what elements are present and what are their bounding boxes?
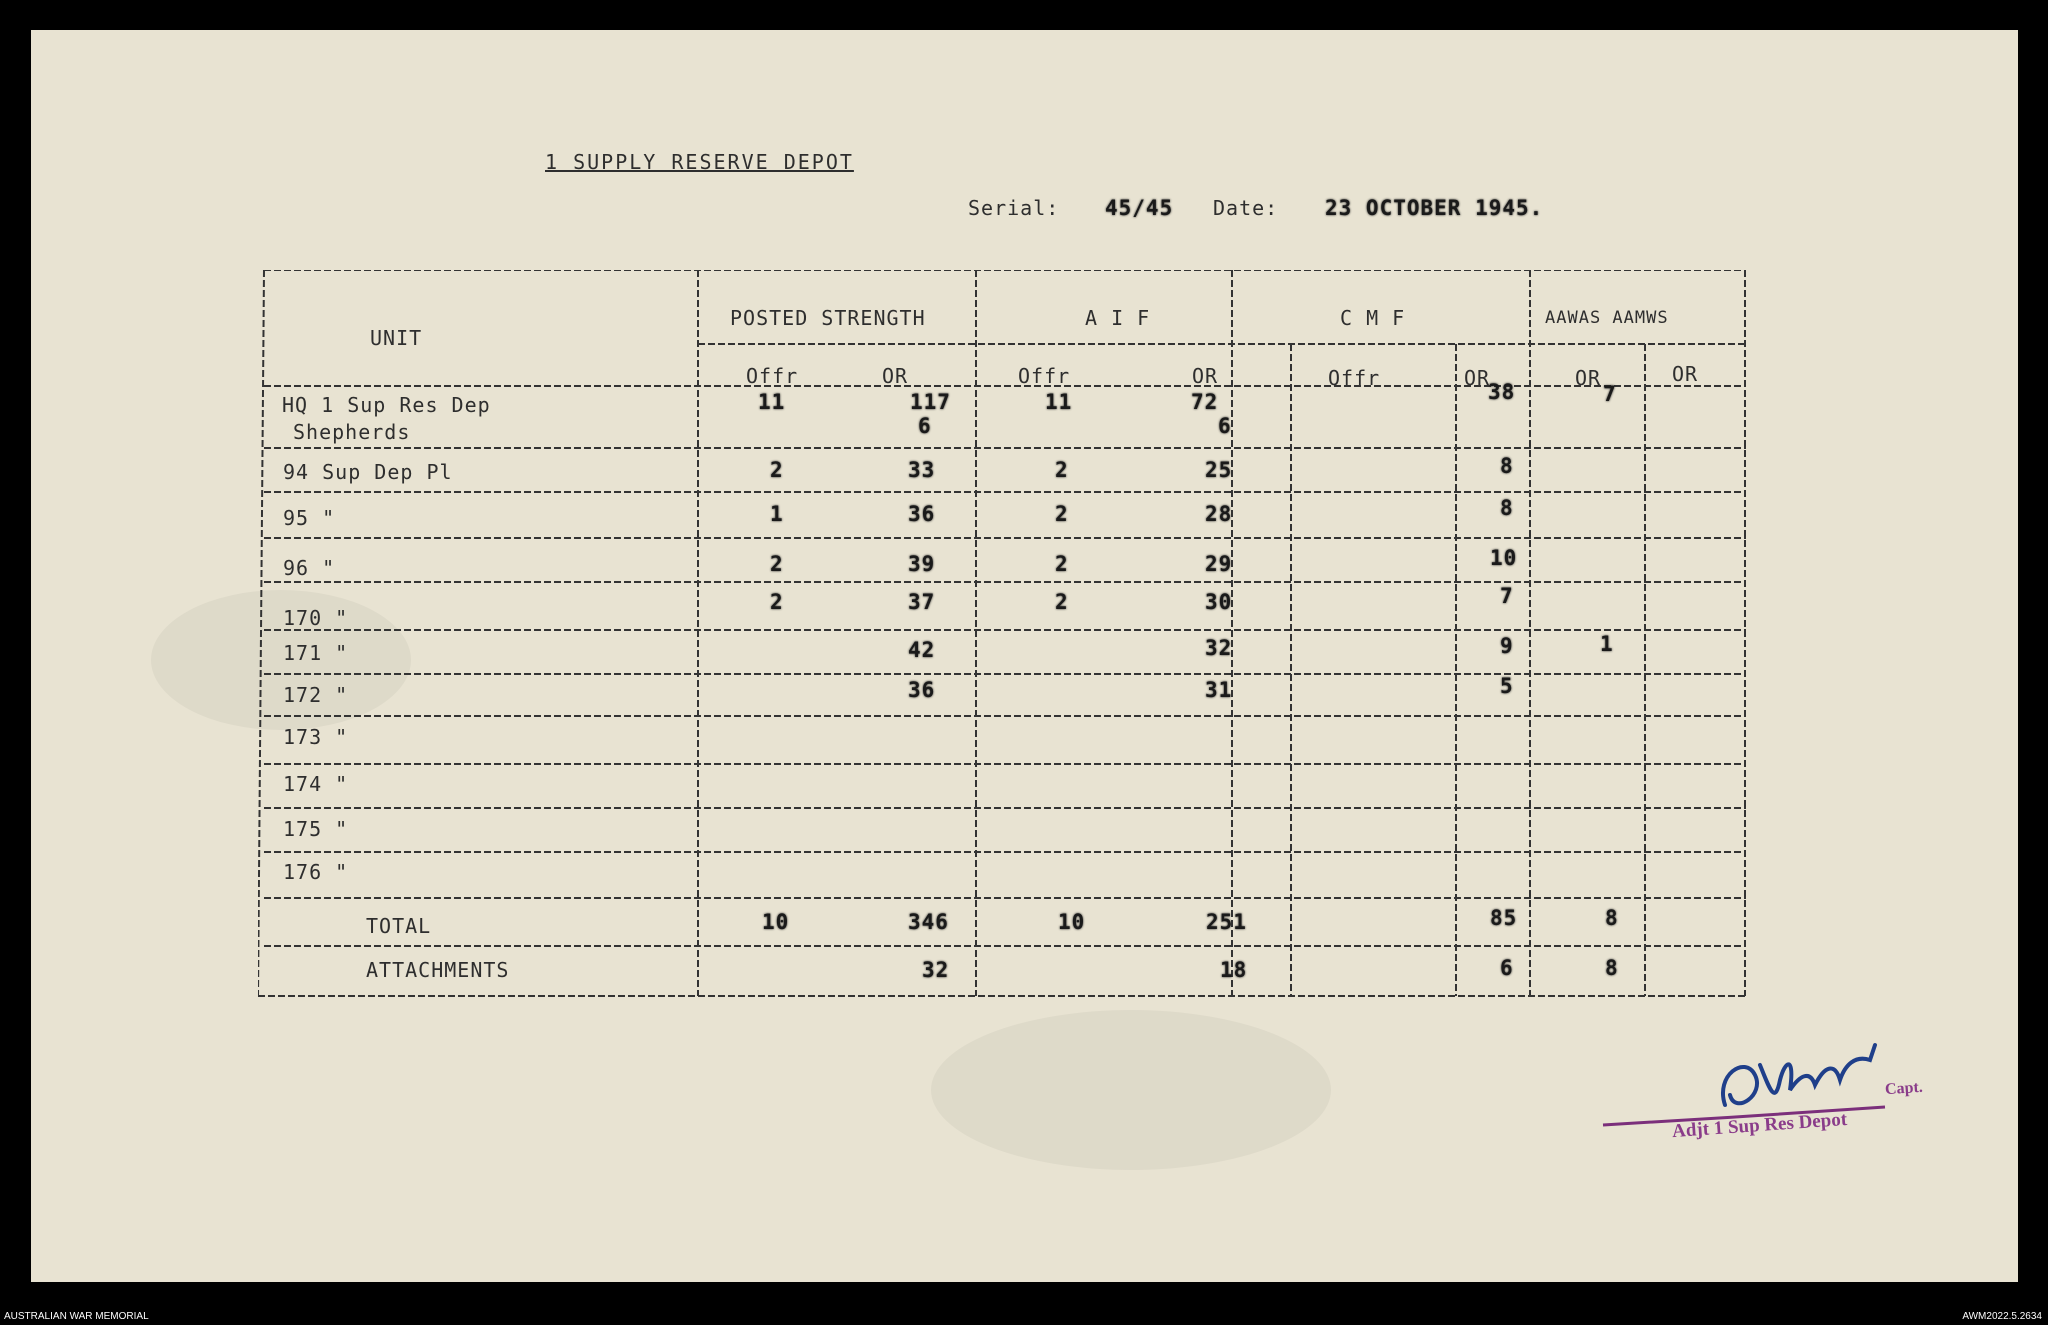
cell-aawas-or: 1 bbox=[1600, 632, 1614, 656]
header-posted-strength: POSTED STRENGTH bbox=[730, 306, 926, 330]
cell-cmf-or: 5 bbox=[1500, 674, 1514, 698]
adjutant-stamp: Adjt 1 Sup Res Depot bbox=[1671, 1108, 1848, 1143]
cell-aif-or: 30 bbox=[1205, 590, 1233, 614]
cell-cmf-or: 38 bbox=[1488, 380, 1516, 404]
cell-cmf-or: 10 bbox=[1490, 546, 1518, 570]
row-unit: 174 " bbox=[283, 772, 349, 796]
row-unit: 95 " bbox=[283, 506, 336, 530]
row-unit: 170 " bbox=[283, 606, 349, 630]
cell-ps-or: 36 bbox=[908, 502, 936, 526]
strength-table bbox=[258, 270, 1746, 998]
archive-credit: AUSTRALIAN WAR MEMORIAL bbox=[4, 1311, 149, 1322]
table-grid-lines bbox=[258, 270, 1746, 996]
cell-cmf-or: 9 bbox=[1500, 634, 1514, 658]
total-ps-offr: 10 bbox=[762, 910, 790, 934]
header-cmf-offr: Offr bbox=[1328, 366, 1381, 390]
cell-aif-offr: 2 bbox=[1055, 590, 1069, 614]
cell-aif-offr: 2 bbox=[1055, 552, 1069, 576]
row-unit: Shepherds bbox=[293, 420, 411, 444]
cell-ps-or: 117 bbox=[910, 390, 951, 414]
document-title: 1 SUPPLY RESERVE DEPOT bbox=[545, 150, 854, 174]
cell-aif-offr: 2 bbox=[1055, 458, 1069, 482]
date-label: Date: bbox=[1213, 196, 1279, 220]
header-ps-or: OR bbox=[882, 364, 909, 388]
cell-cmf-or: 8 bbox=[1500, 496, 1514, 520]
total-aif-offr: 10 bbox=[1058, 910, 1086, 934]
cell-aif-or: 32 bbox=[1205, 636, 1233, 660]
attachments-label: ATTACHMENTS bbox=[366, 958, 510, 982]
attachments-cmf-or: 6 bbox=[1500, 956, 1514, 980]
total-aawas-or: 8 bbox=[1605, 906, 1619, 930]
total-label: TOTAL bbox=[366, 914, 432, 938]
cell-ps-or: 42 bbox=[908, 638, 936, 662]
header-aif: A I F bbox=[1085, 306, 1151, 330]
row-unit: 173 " bbox=[283, 725, 349, 749]
row-unit: 175 " bbox=[283, 817, 349, 841]
attachments-aif-or: 18 bbox=[1220, 958, 1248, 982]
header-aawas-or: OR bbox=[1575, 366, 1602, 390]
row-unit: 176 " bbox=[283, 860, 349, 884]
serial-value: 45/45 bbox=[1105, 196, 1174, 220]
header-aif-or: OR bbox=[1192, 364, 1219, 388]
paper-smudge bbox=[931, 1010, 1331, 1170]
cell-aif-offr: 2 bbox=[1055, 502, 1069, 526]
cell-ps-offr: 2 bbox=[770, 552, 784, 576]
header-aamws-or: OR bbox=[1672, 362, 1699, 386]
header-aawas-aamws: AAWAS AAMWS bbox=[1545, 308, 1669, 328]
header-cmf: C M F bbox=[1340, 306, 1406, 330]
cell-ps-or: 37 bbox=[908, 590, 936, 614]
cell-ps-or: 33 bbox=[908, 458, 936, 482]
total-ps-or: 346 bbox=[908, 910, 949, 934]
row-unit: 171 " bbox=[283, 641, 349, 665]
cell-aif-or: 72 bbox=[1191, 390, 1219, 414]
cell-ps-offr: 2 bbox=[770, 590, 784, 614]
rank-stamp: Capt. bbox=[1884, 1078, 1924, 1099]
cell-aif-offr: 11 bbox=[1045, 390, 1073, 414]
header-aif-offr: Offr bbox=[1018, 364, 1071, 388]
attachments-ps-or: 32 bbox=[922, 958, 950, 982]
cell-aif-or: 31 bbox=[1205, 678, 1233, 702]
row-unit: 96 " bbox=[283, 556, 336, 580]
cell-aif-or: 29 bbox=[1205, 552, 1233, 576]
header-unit: UNIT bbox=[370, 326, 423, 350]
archive-reference: AWM2022.5.2634 bbox=[1962, 1311, 2042, 1322]
cell-ps-or: 6 bbox=[918, 414, 932, 438]
cell-ps-or: 36 bbox=[908, 678, 936, 702]
cell-aawas-or: 7 bbox=[1603, 382, 1617, 406]
total-aif-or: 251 bbox=[1206, 910, 1247, 934]
cell-aif-or: 25 bbox=[1205, 458, 1233, 482]
attachments-aawas-or: 8 bbox=[1605, 956, 1619, 980]
row-unit: HQ 1 Sup Res Dep bbox=[282, 393, 491, 417]
cell-aif-or: 28 bbox=[1205, 502, 1233, 526]
cell-ps-offr: 1 bbox=[770, 502, 784, 526]
cell-cmf-or: 7 bbox=[1500, 584, 1514, 608]
total-cmf-or: 85 bbox=[1490, 906, 1518, 930]
row-unit: 172 " bbox=[283, 683, 349, 707]
row-unit: 94 Sup Dep Pl bbox=[283, 460, 453, 484]
serial-label: Serial: bbox=[968, 196, 1060, 220]
header-cmf-or: OR bbox=[1464, 366, 1491, 390]
cell-aif-or: 6 bbox=[1218, 414, 1232, 438]
cell-ps-offr: 11 bbox=[758, 390, 786, 414]
cell-cmf-or: 8 bbox=[1500, 454, 1514, 478]
header-ps-offr: Offr bbox=[746, 364, 799, 388]
date-value: 23 OCTOBER 1945. bbox=[1325, 196, 1544, 220]
cell-ps-offr: 2 bbox=[770, 458, 784, 482]
cell-ps-or: 39 bbox=[908, 552, 936, 576]
